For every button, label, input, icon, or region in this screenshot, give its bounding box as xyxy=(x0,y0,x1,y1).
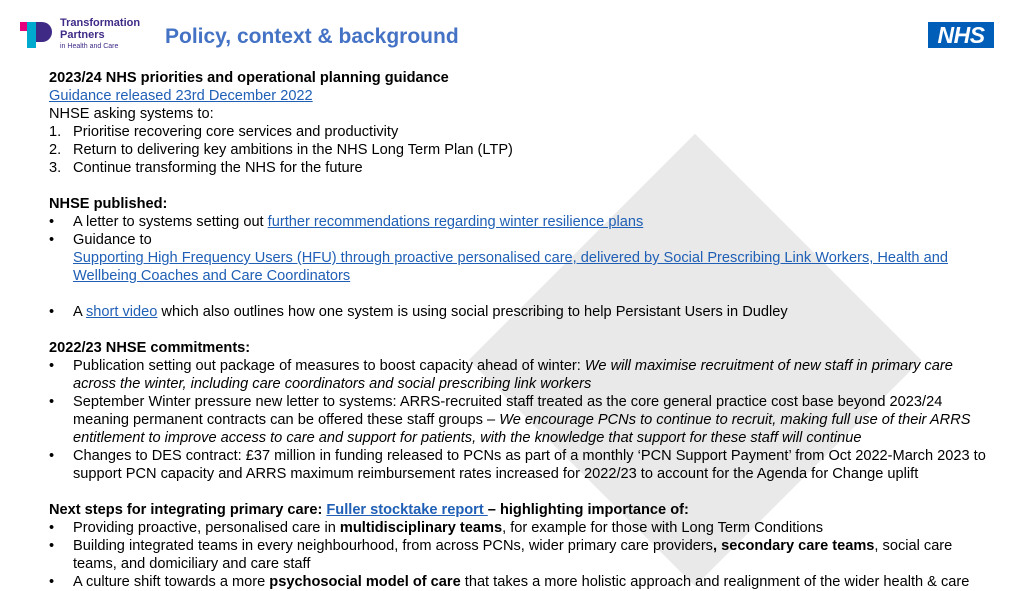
section4-heading: Next steps for integrating primary care: Fuller stocktake report – highlighting importance of: xyxy=(49,502,689,518)
section1-intro: NHSE asking systems to: xyxy=(49,106,214,122)
fuller-stocktake-link[interactable]: Fuller stocktake report xyxy=(326,502,488,518)
bullet: • xyxy=(49,538,55,554)
list-item: 3. Continue transforming the NHS for the future xyxy=(49,160,363,176)
list-item: • Changes to DES contract: £37 million in funding released to PCNs as part of a monthly ‘PCN Support Payment’ from Oct 2022-March 2023 to support PCN capacity and ARRS maximum reimbursement rates increased for 2022/23 to account for the Agenda for Change uplift xyxy=(49,448,986,482)
section2-heading: NHSE published: xyxy=(49,196,168,212)
list-item: • September Winter pressure new letter to systems: ARRS-recruited staff treated as the core general practice cost base beyond 2023/24 meaning permanent contracts can be offered these staff groups – We encourage PCNs to continue to recruit, making full use of their ARRS entitlement to improve access to care and support for patients, with the knowledge that support for these staff will continue xyxy=(49,394,971,446)
bullet: • xyxy=(49,574,55,590)
list-item: • Providing proactive, personalised care in multidisciplinary teams, for example for those with Long Term Conditions xyxy=(49,520,824,536)
commitments-list xyxy=(49,357,994,483)
list-item: • A short video which also outlines how one system is using social prescribing to help Persistant Users in Dudley xyxy=(49,304,788,320)
list-item: • A letter to systems setting out further recommendations regarding winter resilience plans xyxy=(49,214,644,230)
list-item: • Guidance to Supporting High Frequency Users (HFU) through proactive personalised care, delivered by Social Prescribing Link Workers, Health and Wellbeing Coaches and Care Coordinators xyxy=(49,232,948,284)
logo-text-line1: Transformation xyxy=(60,17,141,29)
short-video-link[interactable]: short video xyxy=(85,304,158,320)
page-title: Policy, context & background xyxy=(165,25,459,48)
slide-content xyxy=(49,69,994,591)
tp-mark-icon xyxy=(20,20,54,50)
next-steps-list xyxy=(49,519,994,591)
bullet: • xyxy=(49,358,55,374)
priorities-list xyxy=(49,123,994,177)
winter-resilience-link[interactable]: further recommendations regarding winter resilience plans xyxy=(267,214,644,230)
list-item: 1. Prioritise recovering core services and productivity xyxy=(49,124,399,140)
list-item: • Building integrated teams in every neighbourhood, from across PCNs, wider primary care providers, secondary care teams, social care teams, and domiciliary and care staff xyxy=(49,538,953,572)
bullet: • xyxy=(49,448,55,464)
list-item: • Publication setting out package of measures to boost capacity ahead of winter: We will maximise recruitment of new staff in primary care across the winter, including care coordinators and social prescribing link workers xyxy=(49,358,953,392)
logo-text-line3: in Health and Care xyxy=(60,43,119,50)
nhs-logo: NHS xyxy=(928,22,994,48)
bullet: • xyxy=(49,232,55,248)
transformation-partners-logo xyxy=(20,18,170,54)
section3-heading: 2022/23 NHSE commitments: xyxy=(49,340,251,356)
section1-heading: 2023/24 NHS priorities and operational planning guidance xyxy=(49,70,449,86)
bullet: • xyxy=(49,520,55,536)
published-list xyxy=(49,213,994,285)
logo-text-line2: Partners xyxy=(60,29,105,41)
list-item: • A culture shift towards a more psychosocial model of care that takes a more holistic approach and realignment of the wider health & care xyxy=(49,574,970,590)
guidance-link[interactable]: Guidance released 23rd December 2022 xyxy=(49,88,313,104)
bullet: • xyxy=(49,304,55,320)
list-item: 2. Return to delivering key ambitions in the NHS Long Term Plan (LTP) xyxy=(49,142,513,158)
hfu-guidance-link[interactable]: Supporting High Frequency Users (HFU) through proactive personalised care, delivered by Social Prescribing Link Workers, Health and Wellbeing Coaches and Care Coordinators xyxy=(73,250,948,284)
bullet: • xyxy=(49,214,55,230)
bullet: • xyxy=(49,394,55,410)
